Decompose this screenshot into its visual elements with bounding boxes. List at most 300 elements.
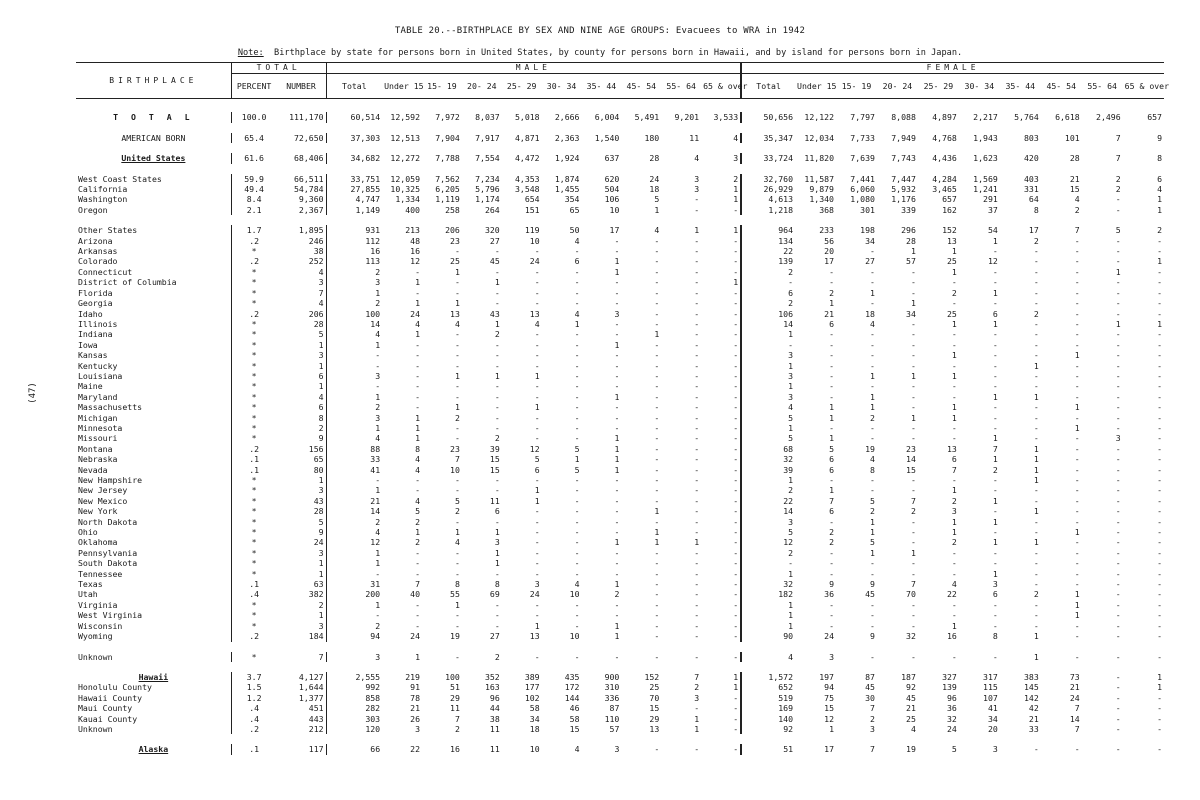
table-row (76, 631, 1164, 641)
table-cell: 233 (819, 225, 834, 236)
table-cell: - (1033, 339, 1039, 350)
table-cell: - (1157, 298, 1162, 309)
table-cell: - (1074, 620, 1080, 631)
table-cell: 45 (489, 256, 500, 267)
table-cell: 100 (445, 671, 460, 682)
table-cell: - (1074, 651, 1080, 662)
table-cell: - (992, 412, 998, 423)
table-cell: 4 (951, 579, 957, 590)
row-label (76, 256, 231, 266)
table-cell: 9,360 (298, 194, 324, 205)
table-cell: 2 (494, 433, 500, 444)
table-cell: 1,174 (475, 194, 500, 205)
table-cell: - (694, 412, 700, 423)
table-cell: - (733, 329, 739, 340)
table-cell: - (910, 350, 916, 361)
table-cell: - (654, 485, 660, 496)
table-cell: - (992, 350, 998, 361)
row-label-text: Utah (78, 589, 98, 600)
table-cell: - (910, 277, 916, 288)
table-cell: - (951, 360, 957, 371)
row-label-text: Virginia (78, 599, 118, 610)
table-cell: 13 (529, 308, 540, 319)
table-cell: - (733, 744, 739, 755)
table-cell: - (454, 568, 460, 579)
table-cell: - (1115, 495, 1121, 506)
table-cell: 57 (906, 256, 916, 267)
table-cell: 4 (741, 402, 795, 412)
table-cell: - (614, 329, 620, 340)
table-cell: 24 (1069, 692, 1080, 703)
table-cell: 33,724 (741, 153, 795, 163)
table-cell: 8 (870, 464, 875, 475)
table-cell: 36 (947, 703, 957, 714)
table-cell: 1 (910, 246, 916, 257)
row-label (76, 288, 231, 298)
table-cell: 6 (829, 454, 834, 465)
table-cell: 177 (524, 682, 540, 693)
table-cell: 637 (604, 153, 620, 164)
table-cell: - (1115, 620, 1121, 631)
table-cell: - (992, 558, 998, 569)
table-cell: 11 (450, 703, 460, 714)
table-cell: 3 (415, 723, 420, 734)
table-cell: - (694, 631, 700, 642)
table-cell: 41 (987, 703, 998, 714)
table-cell: * (231, 569, 276, 579)
table-cell: - (654, 454, 660, 465)
table-cell: - (829, 277, 834, 288)
table-cell: - (574, 433, 580, 444)
table-cell: 6 (318, 402, 324, 413)
row-label (76, 548, 231, 558)
table-cell: 1 (733, 671, 739, 682)
table-cell: - (910, 433, 916, 444)
table-cell: - (694, 329, 700, 340)
table-cell: 2 (326, 267, 382, 277)
table-cell: - (534, 568, 540, 579)
table-cell: 1 (614, 266, 620, 277)
table-cell: - (494, 599, 500, 610)
table-cell: - (741, 340, 795, 350)
table-cell: - (1074, 339, 1080, 350)
table-cell: 1 (1157, 256, 1162, 267)
table-cell: - (494, 360, 500, 371)
table-cell: - (454, 350, 460, 361)
table-cell: 1 (694, 537, 700, 548)
row-label-text: Pennsylvania (78, 547, 138, 558)
table-cell: - (654, 610, 660, 621)
row-label (76, 402, 231, 412)
table-cell: - (733, 360, 739, 371)
table-cell: - (614, 651, 620, 662)
table-cell: - (733, 527, 739, 538)
table-cell: - (574, 599, 580, 610)
table-cell: - (494, 381, 500, 392)
table-cell: - (694, 475, 700, 485)
table-cell: 2 (951, 287, 957, 298)
table-cell: 23 (906, 443, 916, 454)
table-cell: - (614, 412, 620, 423)
table-cell: 10 (569, 631, 580, 642)
table-cell: - (829, 599, 834, 610)
table-cell: .2 (231, 631, 276, 641)
table-cell: 3 (494, 537, 500, 548)
table-cell: 9 (870, 579, 875, 590)
table-cell: 1 (829, 298, 834, 309)
table-cell: 5,796 (475, 184, 500, 195)
table-cell: 5 (870, 537, 875, 548)
row-label (76, 423, 231, 433)
table-cell: 2,555 (326, 672, 382, 682)
table-cell: - (534, 298, 540, 309)
table-cell: 1 (1157, 318, 1162, 329)
table-cell: 4 (574, 308, 580, 319)
table-cell: 6 (574, 256, 580, 267)
table-row (76, 256, 1164, 266)
table-cell: - (494, 475, 500, 485)
table-cell: - (574, 610, 580, 621)
row-label-text: Louisiana (78, 370, 123, 381)
table-cell: - (654, 568, 660, 579)
table-cell: 6 (1157, 173, 1162, 184)
table-cell: - (534, 651, 540, 662)
table-cell: 140 (741, 714, 795, 724)
spacer-cell (76, 215, 1164, 225)
table-cell: 1 (829, 485, 834, 496)
table-cell: - (1157, 610, 1162, 621)
table-cell: - (1157, 558, 1162, 569)
row-label-text: Massachusetts (78, 402, 143, 413)
table-cell: 8 (454, 579, 460, 590)
table-cell: - (951, 433, 957, 444)
table-cell: 1 (415, 329, 420, 340)
table-cell: 1 (951, 266, 957, 277)
table-cell: - (694, 599, 700, 610)
table-cell: 27 (489, 235, 500, 246)
table-cell: - (574, 651, 580, 662)
table-cell: 26,929 (741, 184, 795, 194)
table-cell: 21 (906, 703, 916, 714)
table-cell: - (326, 475, 382, 485)
table-cell: - (870, 599, 875, 610)
table-cell: 2 (1074, 204, 1080, 215)
table-cell: 3 (318, 485, 324, 496)
table-cell: 34 (865, 235, 875, 246)
table-cell: .1 (231, 465, 276, 475)
table-cell: 1 (992, 454, 998, 465)
table-cell: 1 (1074, 589, 1080, 600)
table-cell: - (1074, 360, 1080, 371)
table-cell: - (870, 485, 875, 496)
table-cell: 2 (829, 537, 834, 548)
table-cell: - (1033, 412, 1039, 423)
table-cell: - (870, 246, 875, 257)
table-cell: - (614, 568, 620, 579)
table-cell: - (1115, 308, 1121, 319)
table-cell: - (534, 287, 540, 298)
table-cell: - (614, 527, 620, 538)
table-cell: 296 (901, 225, 916, 236)
table-cell: 45 (865, 589, 875, 600)
table-cell: - (1033, 495, 1039, 506)
table-cell: - (614, 516, 620, 527)
table-cell: 38 (489, 713, 500, 724)
table-cell: - (694, 464, 700, 475)
table-cell: - (574, 506, 580, 517)
table-row (76, 361, 1164, 371)
table-cell: 1 (741, 475, 795, 485)
row-label-text: North Dakota (78, 516, 138, 527)
table-cell: - (454, 485, 460, 496)
table-cell: - (1033, 266, 1039, 277)
table-cell: - (1157, 433, 1162, 444)
table-cell: - (870, 266, 875, 277)
table-cell: 7 (910, 495, 916, 506)
table-cell: 12,059 (390, 173, 420, 184)
table-cell: 2 (415, 537, 420, 548)
table-cell: 1 (951, 402, 957, 413)
header-male-age-6: 45- 54 (621, 74, 661, 99)
table-cell: - (694, 194, 700, 205)
table-cell: - (454, 422, 460, 433)
table-cell: 3 (992, 744, 998, 755)
row-label (76, 319, 231, 329)
table-cell: - (694, 422, 700, 433)
table-cell: 29 (649, 713, 660, 724)
table-row (76, 600, 1164, 610)
table-cell: 1 (318, 339, 324, 350)
table-cell: - (992, 402, 998, 413)
table-cell: 19 (450, 631, 460, 642)
table-cell: .2 (231, 256, 276, 266)
table-cell: 8.4 (231, 194, 276, 204)
table-cell: - (733, 558, 739, 569)
table-cell: - (910, 422, 916, 433)
row-label (76, 714, 231, 724)
table-cell: 14 (326, 319, 382, 329)
table-cell: 1 (1074, 599, 1080, 610)
table-cell: 8 (318, 412, 324, 423)
table-cell: - (733, 568, 739, 579)
table-cell: - (574, 246, 580, 257)
table-cell: - (1115, 422, 1121, 433)
table-cell: 2 (829, 527, 834, 538)
table-cell: 22 (741, 496, 795, 506)
row-label-text: Nevada (78, 464, 108, 475)
table-cell: 1 (992, 568, 998, 579)
table-cell: 17 (609, 225, 620, 236)
table-cell: 1 (654, 537, 660, 548)
table-cell: 1,644 (298, 682, 324, 693)
table-cell: - (733, 692, 739, 703)
table-cell: 43 (313, 495, 324, 506)
table-cell: - (829, 370, 834, 381)
table-cell: - (415, 391, 420, 402)
table-cell: - (494, 610, 500, 621)
table-cell: - (1074, 464, 1080, 475)
table-cell: - (1074, 495, 1080, 506)
table-cell: 1 (829, 402, 834, 413)
table-cell: - (829, 329, 834, 340)
table-cell: 1 (951, 527, 957, 538)
table-cell: - (1157, 495, 1162, 506)
table-cell: * (231, 433, 276, 443)
table-cell: 10 (609, 204, 620, 215)
table-cell: 4 (534, 318, 540, 329)
table-cell: * (231, 558, 276, 568)
table-cell: 1 (614, 256, 620, 267)
table-cell: - (614, 318, 620, 329)
table-cell: 3 (870, 723, 875, 734)
table-cell: - (454, 381, 460, 392)
spacer-cell (76, 164, 1164, 174)
row-label (76, 672, 231, 682)
row-label-text: Wyoming (78, 631, 113, 642)
row-label-text: Arizona (78, 235, 113, 246)
table-cell: 151 (524, 204, 540, 215)
table-cell: 12,122 (804, 112, 834, 123)
row-label-text: Montana (78, 443, 113, 454)
table-cell: 1,874 (554, 173, 580, 184)
table-cell: 1,572 (741, 672, 795, 682)
table-cell: 1 (1033, 454, 1039, 465)
table-cell: - (494, 339, 500, 350)
table-cell: 1 (733, 682, 739, 693)
table-cell: - (1115, 516, 1121, 527)
table-cell: - (574, 412, 580, 423)
table-cell: - (694, 381, 700, 392)
table-cell: - (1115, 454, 1121, 465)
spacer-cell (76, 123, 1164, 133)
table-cell: 1 (654, 329, 660, 340)
table-cell: 1 (614, 631, 620, 642)
table-cell: 4,127 (298, 671, 324, 682)
header-male-age-2: 20- 24 (462, 74, 502, 99)
table-cell: - (910, 402, 916, 413)
table-row (76, 475, 1164, 485)
table-cell: 78 (410, 692, 420, 703)
table-cell: - (733, 443, 739, 454)
table-cell: 4 (1157, 184, 1162, 195)
row-label-text: Tennessee (78, 568, 123, 579)
table-cell: 14 (741, 506, 795, 516)
table-cell: 3,533 (713, 112, 739, 123)
table-cell: - (733, 412, 739, 423)
table-cell: - (614, 246, 620, 257)
table-cell: 2 (326, 402, 382, 412)
table-cell: - (574, 568, 580, 579)
table-cell: 7 (1074, 703, 1080, 714)
table-cell: 37 (987, 204, 998, 215)
table-cell: 15 (906, 464, 916, 475)
table-cell: - (910, 485, 916, 496)
table-cell: - (574, 527, 580, 538)
row-label (76, 693, 231, 703)
table-cell: - (614, 422, 620, 433)
table-cell: 213 (405, 225, 420, 236)
table-cell: * (231, 413, 276, 423)
table-cell: - (654, 339, 660, 350)
table-cell: - (1115, 194, 1121, 205)
table-cell: 246 (308, 235, 324, 246)
table-cell: 106 (741, 309, 795, 319)
table-cell: 6,004 (594, 112, 620, 123)
table-cell: 10,325 (390, 184, 420, 195)
table-cell: 56 (824, 235, 834, 246)
table-row (76, 402, 1164, 412)
table-cell: 264 (484, 204, 500, 215)
table-cell: 1.5 (231, 682, 276, 692)
table-cell: 11 (489, 723, 500, 734)
table-cell: - (694, 651, 700, 662)
table-cell: - (454, 610, 460, 621)
table-cell: - (1115, 256, 1121, 267)
table-cell: - (1074, 537, 1080, 548)
table-cell: - (574, 266, 580, 277)
table-cell: 1 (415, 422, 420, 433)
row-label-text: Maine (78, 381, 103, 392)
table-cell: - (454, 287, 460, 298)
table-cell: - (654, 370, 660, 381)
table-cell: - (494, 402, 500, 413)
table-cell: 1 (494, 527, 500, 538)
table-cell: 1 (326, 340, 382, 350)
table-cell: 1 (1033, 537, 1039, 548)
table-cell: 5 (1115, 225, 1121, 236)
table-cell: 3 (318, 277, 324, 288)
table-cell: 1 (454, 266, 460, 277)
table-cell: 2 (1033, 235, 1039, 246)
table-cell: 7,441 (850, 173, 875, 184)
table-cell: 212 (308, 723, 324, 734)
row-label (76, 527, 231, 537)
table-cell: - (654, 651, 660, 662)
row-label (76, 496, 231, 506)
table-cell: - (1157, 402, 1162, 413)
table-cell: * (231, 340, 276, 350)
table-cell: - (1157, 287, 1162, 298)
table-cell: * (231, 288, 276, 298)
table-cell: 258 (445, 204, 460, 215)
table-cell: 113 (326, 256, 382, 266)
table-cell: - (694, 516, 700, 527)
row-label (76, 454, 231, 464)
table-cell: 2 (494, 329, 500, 340)
table-cell: - (910, 381, 916, 392)
row-spacer (76, 642, 1164, 652)
table-cell: 27 (489, 631, 500, 642)
table-cell: 51 (450, 682, 460, 693)
table-cell: 1 (318, 558, 324, 569)
table-cell: * (231, 381, 276, 391)
table-cell: - (1074, 475, 1080, 485)
row-label-text: New Mexico (78, 495, 128, 506)
table-cell: - (1115, 235, 1121, 246)
table-cell: - (733, 422, 739, 433)
table-cell: 1 (992, 516, 998, 527)
table-cell: 10 (569, 589, 580, 600)
table-cell: 63 (313, 579, 324, 590)
table-cell: 1 (741, 329, 795, 339)
table-row (76, 579, 1164, 589)
table-cell: - (1157, 339, 1162, 350)
header-birthplace: BIRTHPLACE (76, 63, 231, 99)
row-label-text: California (78, 184, 128, 195)
table-cell: 169 (741, 703, 795, 713)
table-cell: 12,513 (390, 132, 420, 143)
table-cell: - (741, 558, 795, 568)
